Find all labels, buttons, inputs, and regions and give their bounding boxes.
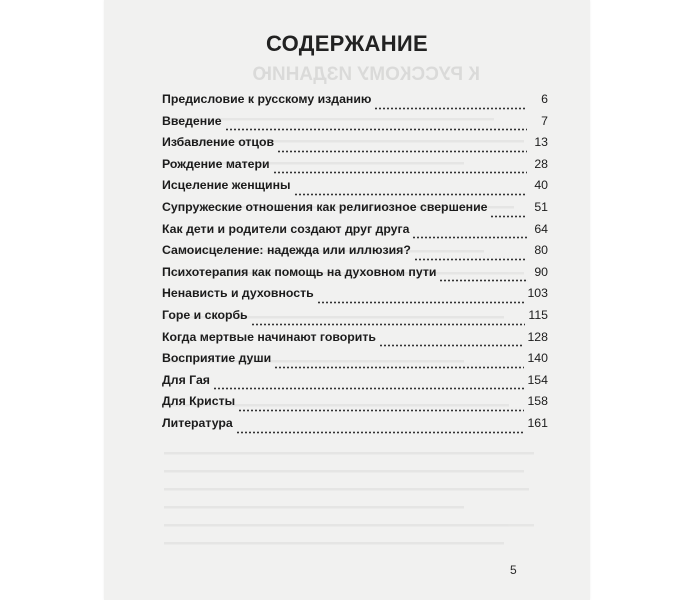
toc-dot-leader	[294, 187, 528, 196]
toc-entry-page-number: 13	[534, 135, 548, 150]
toc-dot-leader	[374, 101, 527, 110]
toc-entry-title: Ненависть и духовность	[162, 286, 314, 301]
toc-entry-title: Самоисцеление: надежда или иллюзия?	[162, 243, 411, 258]
toc-entry-title: Горе и скорбь	[162, 307, 248, 322]
toc-entry	[162, 330, 548, 352]
toc-entry-page-number: 90	[534, 264, 548, 279]
toc-entry	[162, 243, 548, 265]
toc-entry-page-number: 28	[534, 156, 548, 171]
toc-entry-page-number: 158	[527, 394, 548, 409]
toc-entry-title: Восприятие души	[162, 351, 272, 366]
toc-entry-title: Литература	[162, 415, 233, 430]
book-page	[104, 0, 590, 600]
toc-entry	[162, 265, 548, 287]
toc-entry	[162, 200, 548, 222]
toc-entry-title: Избавление отцов	[162, 135, 275, 150]
toc-entry	[162, 286, 548, 308]
toc-entry	[162, 157, 548, 179]
page-number: 5	[510, 563, 517, 577]
toc-dot-leader	[439, 273, 527, 282]
toc-entry	[162, 308, 548, 330]
toc-entry	[162, 373, 548, 395]
toc-entry-page-number: 140	[527, 351, 548, 366]
toc-entry-page-number: 64	[534, 221, 548, 236]
toc-entry-page-number: 103	[527, 286, 548, 301]
toc-dot-leader	[379, 338, 525, 347]
toc-entry-page-number: 40	[534, 178, 548, 193]
toc-entry-page-number: 128	[527, 329, 548, 344]
toc-dot-leader	[274, 360, 524, 369]
toc-entry-title: Исцеление женщины	[162, 178, 291, 193]
toc-entry-title: Когда мертвые начинают говорить	[162, 329, 376, 344]
toc-entry	[162, 92, 548, 114]
toc-entry-page-number: 51	[534, 199, 548, 214]
toc-entry-page-number: 80	[534, 243, 548, 258]
toc-entry-title: Рождение матери	[162, 156, 270, 171]
toc-entry	[162, 114, 548, 136]
toc-entry	[162, 394, 548, 416]
table-of-contents	[162, 92, 548, 438]
toc-entry-title: Для Кристы	[162, 394, 236, 409]
toc-dot-leader	[490, 209, 527, 218]
toc-dot-leader	[251, 317, 526, 326]
toc-dot-leader	[213, 381, 524, 390]
toc-entry-page-number: 6	[541, 92, 548, 106]
toc-entry-title: Как дети и родители создают друг друга	[162, 221, 410, 236]
toc-dot-leader	[412, 230, 527, 239]
toc-entry-title: Предисловие к русскому изданию	[162, 92, 372, 106]
toc-entry	[162, 351, 548, 373]
toc-entry-page-number: 7	[541, 113, 548, 128]
toc-dot-leader	[317, 295, 525, 304]
toc-entry	[162, 222, 548, 244]
toc-entry-title: Введение	[162, 113, 222, 128]
toc-entry-title: Для Гая	[162, 372, 210, 387]
toc-entry-page-number: 161	[527, 415, 548, 430]
toc-entry-page-number: 115	[528, 307, 548, 322]
toc-entry	[162, 178, 548, 200]
toc-entry-title: Супружеские отношения как религиозное свершение	[162, 199, 488, 214]
toc-dot-leader	[414, 252, 527, 261]
toc-entry-title: Психотерапия как помощь на духовном пути	[162, 264, 437, 279]
page-title: СОДЕРЖАНИЕ	[265, 31, 429, 56]
show-through-heading: К РУССКОМУ ИЗДАНИЮ	[252, 64, 480, 85]
toc-dot-leader	[225, 122, 527, 131]
toc-dot-leader	[236, 425, 525, 434]
toc-entry	[162, 416, 548, 438]
toc-dot-leader	[273, 165, 527, 174]
toc-entry	[162, 135, 548, 157]
toc-entry-page-number: 154	[527, 372, 548, 387]
toc-dot-leader	[238, 403, 524, 412]
toc-dot-leader	[277, 144, 527, 153]
